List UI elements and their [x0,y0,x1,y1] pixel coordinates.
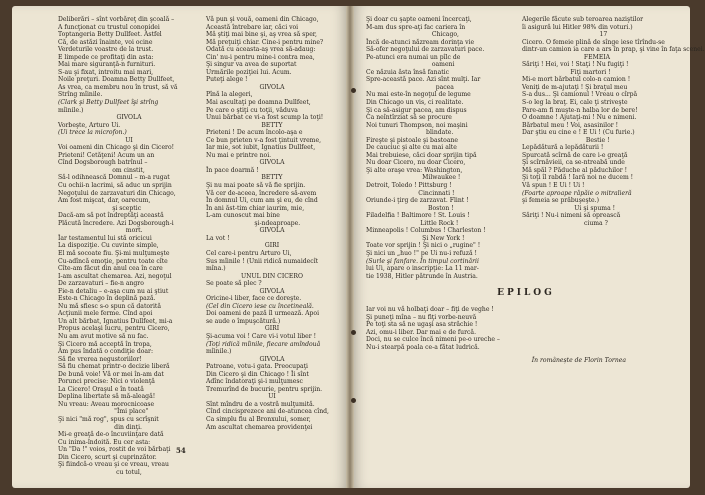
text-line: Fiţi martori ! [522,68,611,76]
text-line: Urmările poziţiei lui. Acum. [206,68,292,76]
speaker-name: BETTY [261,174,283,182]
text-line: De zarzavaturi – fie-n angro [58,280,144,288]
text-line: (Cel din Cicero iese cu încetineală. [206,302,314,310]
epilog-section [366,288,686,364]
text-line: Unui bărbat ce vi-a fost scump la toţi! [206,114,324,122]
text-line: Adînc îndatoraţi şi-i mulţumesc [206,378,303,386]
text-line: Detroit, Toledo ! Pittsburg ! [366,182,452,190]
text-line: cu totul, [58,468,142,476]
text-line: Mă preţuiţi chiar. Cine-i pentru mine? [206,38,324,46]
page-number: 54 [176,446,186,455]
text-line: Sînt mîndru de a vostră mulţumită. [206,400,315,408]
text-line: Mi-e mort bărbatul colo-n camion ! [522,76,631,84]
text-line: Este-n Chicago în deplină pază. [58,295,156,303]
text-line: (Foarte aproape răpăie o mitralieră [522,189,632,197]
text-line: Vă spun ! E Ui ! Ui ! [522,182,585,190]
text-line: Am ascultat chemarea providenţei [206,423,313,431]
text-line: Negoţului de zarzavaturi din Chicago, [58,189,176,197]
text-line: Şi nici "mă rog", spus cu scrîşnit [58,415,159,423]
speaker-name: GIVOLA [116,114,142,122]
text-line: Şi nu mai poate să vă fie sprijin. [206,182,306,190]
text-line: Propus acelaşi lucru, pentru Cicero, [58,325,170,333]
text-line: Pe care o ştiţi cu toţii, văduva [206,106,298,114]
text-line: Deplina libertate să mă-aleagă! [58,393,156,401]
text-line: Cin' nu-i pentru mine-i contra mea, [206,53,315,61]
text-line: Doi oameni de pază îl urmează. Apoi [206,310,320,318]
text-line: Vă pun şi vouă, oameni din Chicago, [206,16,319,23]
text-line: Cel care-i pentru Arturo Ui, [206,249,292,257]
text-line: În domnul Ui, cum am şi eu, de cînd [206,197,318,205]
speaker-name: UI [125,136,133,144]
speaker-name: BETTY [261,121,283,129]
text-line: As vrea, ca membru nou în trust, să vă [58,83,178,91]
text-line: Cu inima-îndoită. Eu cer asta: [58,438,151,446]
text-line: Dar ştiu eu cine e ! E Ui ! (Cu furie.) [522,129,635,137]
text-line: Pare-am fi muşte-n halba lor de bere! [522,106,638,114]
text-line: Şi singur va avea de suportat [206,61,297,69]
text-line: Să-l odihnească Domnul – m-a rugat [58,174,170,182]
text-line: Din Cicero şi din Chicago ! Îi sînt [206,370,309,378]
text-line: Îar testamentul lui stă oricicui [58,234,152,242]
translator-credit: În românește de Florin Tornea [531,357,626,365]
text-line: blindate. [366,129,454,137]
text-line: Se poate să plec ? [206,280,262,288]
text-line: De bună voie! Vă or mei în-am dat [58,370,164,378]
text-line: Cîte-am făcut din anul cea în care [58,265,163,273]
text-line: De cauciuc şi alte cu mai alte [366,144,457,152]
text-line: Să fie vrerea negustoriilor! [58,355,142,363]
text-line: Chicago, [366,31,459,39]
epilog-line: Şi puneţi mîna – nu fiţi vorbe-neuvă [366,313,477,321]
text-line: Ui şi spuma ! [522,204,616,212]
speaker-name: GIVOLA [259,227,285,235]
speaker-name: GIVOLA [259,159,285,167]
text-line: Că, de astăzi înainte, voi ocine [58,38,153,46]
text-line: Puteţi alege ! [206,76,248,84]
text-line: Încă de-atunci năzream dorinţa vie [366,38,475,46]
text-line: Patroane, votu-i gata. Preocupaţi [206,363,309,371]
text-line: Din Chicago un vis, ci realitate. [366,99,464,107]
epilog-line: Nu-i stearpă poala ce-a fătat ludrică. [366,343,480,351]
text-line: Cu ochii-n lacrimi, să aduc un sprijin [58,182,172,190]
text-line: Minneapolis ! Columbus ! Charleston ! [366,227,486,235]
text-line: Little Rock ! [366,219,459,227]
text-line: 17 [522,31,608,39]
text-line: Din Cicero, scurt şi cuprinzător. [58,453,157,461]
text-line: Tremurînd de bucurie, pentru sprijin. [206,385,323,393]
text-line: Cînd cincisprezece ani de-atuncea cînd, [206,408,329,416]
text-line: Veniţi de m-ajutaţi ! Şi braţul meu [522,83,628,91]
text-line: Nu vreau: Aveau morocnicoase [58,400,155,408]
epilog-verses [366,306,686,351]
text-line: Am fost mişcat, dar, oarecum, [58,197,151,205]
text-line: Şi toţi îl rabdă ! Iară noi ne ducem ! [522,174,634,182]
text-line: Sus mîinile ! (Unii ridică numaidecît [206,257,319,265]
text-line: Ca neîntîrziat să se procure [366,114,452,122]
text-line: Boston ! [366,204,454,212]
speaker-name: GIRI [264,242,280,250]
text-line: La Cicero! Oraşul e în toată [58,385,144,393]
text-line: Fireşte şi pistoale şi bastoane [366,136,459,144]
text-line: Toptangeria Betty Dullfeet. Astfel [58,31,162,39]
text-line: Noi tunuri Thompson, noi maşini [366,121,468,129]
text-line: Nu am avut motive să nu fac. [58,332,149,340]
text-line: Şi Cicero mă acceptă în tropa, [58,340,152,348]
text-line: oameni [366,61,455,69]
text-line: Ce năzuia ăsta însă fanatic [366,68,450,76]
left-page-column-1 [58,16,200,476]
text-line: şi sceptic [58,204,142,212]
text-line: Nu mai e printre noi. [206,151,272,159]
text-line: Săriţi ! Hei, voi ! Staţi ! Nu fugiţi ! [522,61,629,69]
epilog-line: Doci, nu se culce încă nimeni pe-o ureche – [366,336,500,344]
text-line: În pace doarmă ! [206,166,259,174]
text-line: Mai mare siguranţă-n furnituri. [58,61,156,69]
text-line: Prieteni! Cetăţeni! Acum un an [58,151,155,159]
text-line: Mai trebuiese, căci doar sprijin tipă [366,151,477,159]
text-line: Această întrebare iar, căci voi [206,23,299,31]
text-line: dintr-un camion ia care a ars în prap, şi vine în faţa scenei. [522,46,705,54]
text-line: Porunci precise: Nici o violenţă [58,378,155,386]
right-page-column-2 [522,16,705,227]
text-line: Iar mie, sot iubit, Ignatius Dullfeet, [206,144,316,152]
epilog-line: Iar voi nu vă holbaţi doar – fiţi de veghe ! [366,306,494,313]
book-gutter [346,6,354,488]
text-line: Pînă la alegeri, [206,91,253,99]
text-line: I-am ascultat chemarea. Azi, negoţul [58,272,172,280]
epilog-title: EPILOG [497,288,555,298]
text-line: Bărbatul meu ! Voi, asasinilor ! [522,121,619,129]
text-line: Un alt bărbat, Ignatius Dullfeet, mi-a [58,317,173,325]
text-line: La vot ! [206,234,230,242]
text-line: Nu doar Cicero, nu doar Cicero, [366,159,466,167]
text-line: din dinţi. [58,423,142,431]
text-line: Să fiu chemat printr-o decizie liberă [58,363,170,371]
text-line: se aude o împuşcătură.) [206,317,281,325]
text-line: Bestie ! [522,136,610,144]
text-line: Mă ştiţi mai bine şi, aş vrea să sper, [206,31,317,39]
text-line: Şi scîrnăvieii, ca se-ntreabă unde [522,159,625,167]
text-line: tie 1938, Hitler pătrunde în Austria. [366,272,478,280]
text-line: A funcţionat cu trustul conopidei [58,23,160,31]
text-line: S-au şi fixat, introitu mai mari, [58,68,154,76]
text-line: Un "Da !" voios, rostit de voi bărbaţi [58,446,171,454]
text-line: Filadelfia ! Baltimore ! St. Louis ! [366,212,470,220]
text-line: lui Ui, apare o inscripţie: La 11 mar- [366,265,479,273]
text-line: La dispoziţie. Cu cuvinte simple, [58,242,159,250]
text-line: şi-ndeaproape. [206,219,301,227]
text-line: Ce bun prieten v-a fost ţintuit vreme, [206,136,322,144]
text-line: Ca simplu fiu al Bronxului, somer, [206,415,311,423]
text-line: mîinile.) [58,106,84,114]
text-line: Am pus îndată o condiţie doar: [58,348,154,356]
text-line: Şi-acuma voi ! Care vi-i votul liber ! [206,332,317,340]
binding-hole [351,330,356,335]
text-line: Verdeturile voastre de la trust. [58,46,154,54]
text-line: Oriunde-i ţirg de zarzavat. Flint ! [366,197,469,205]
speaker-name: GIVOLA [259,355,285,363]
right-page-column-1 [366,16,516,280]
text-line: Pe-atunci era numai un pîlc de [366,53,461,61]
text-line: pacea [366,83,454,91]
text-line: Şi fiindcă-o vreau şi ce vreau, vreau [58,461,169,469]
text-line: Şi ca să-asigur pacea, am dispus [366,106,467,114]
text-line: El mă socoate fiu. Şi-mi mulţumeşte [58,249,170,257]
text-line: Prieteni ! De acum încolo-aşa e [206,129,303,137]
text-line: Vă cer de-aceea, încredere să-avem [206,189,317,197]
text-line: Oricine-i liber, face ce doreşte. [206,295,302,303]
text-line: Dacă-am să pot îndreptăţi această [58,212,164,220]
text-line: Cînd Dogsborough batrînul – [58,159,148,167]
text-line: Alegerile făcute sub teroarea naziştilor [522,16,644,23]
speaker-name: UI [268,393,276,401]
text-line: Mai ascultaţi pe doamna Dullfeet, [206,99,311,107]
epilog-line: Pe toţi sta să ne ugaşi asa străchie ! [366,321,478,329]
text-line: S-o leg la braţ. Ei, cale ţi striveşte [522,99,628,107]
text-line: Toate vor sprijin ! Şi nici o „rugine" ! [366,242,481,250]
text-line: O doamne ! Ajutaţi-mi ! Nu e nimeni. [522,114,637,122]
text-line: În ani ăst-tim chiar iaurim, mie, [206,204,305,212]
text-line: mîna.) [206,265,226,273]
speaker-name: GIRI [264,325,280,333]
text-line: (Surle şi fanfare. În timpul cortinării [366,257,479,265]
text-line: Şi New York ! [366,234,465,242]
text-line: Mă spăl ? Păduche al păduchilor ! [522,166,628,174]
text-line: Cu-adîncă emoţie, pentru toate cîte [58,257,168,265]
speaker-name: UNUL DIN CICERO [241,272,303,280]
text-line: Spurcată scîrnă de care i-e greaţă [522,151,628,159]
text-line: Fie-n detaliu – e-aşa cum nu ai ştiut [58,287,169,295]
text-line: Săriţi ! Nu-i nimeni să oprească [522,212,621,220]
text-line: L-am cunoscut mai bine [206,212,280,220]
text-line: (Ui trece la microfon.) [58,129,127,137]
speaker-name: FEMEIA [583,53,611,61]
text-line: Cicero. O femeie plină de sînge iese tîrîndu-se [522,38,665,46]
text-line: Noile preţuri. Doamna Betty Dullfeet, [58,76,175,84]
speaker-name: GIVOLA [259,83,285,91]
text-line: Acţiunii mele ferme. Cînd apoi [58,310,153,318]
epilog-line: Azi, omu-i liber. Dar mai e de furcă. [366,328,477,336]
text-line: Lepădătură a lepădăturii ! [522,144,604,152]
text-line: (Clark şi Betty Dullfeet îşi strîng [58,99,159,107]
text-line: Odată cu aceasta-aş vrea să-adaug: [206,46,316,54]
text-line: îi asigură lui Hitler 98% din voturi.) [522,23,633,31]
text-line: M-am dus spre-aţi fac cariera în [366,23,466,31]
text-line: Deliberări – sînt vorbăreţ din şcoală – [58,16,175,23]
text-line: şi femeia se prăbuşeşte.) [522,197,599,205]
text-line: Milwaukee ! [366,174,461,182]
text-line: mort. [58,227,143,235]
text-line: mîinile.) [206,348,232,356]
text-line: Plăcută încredere. Azi Dogsborough-i [58,219,174,227]
text-line: Nu mai este-în negoţul de legume [366,91,471,99]
text-line: Voi oameni din Chicago şi din Cicero! [58,144,175,152]
text-line: Cincinnati ! [366,189,455,197]
text-line: "Îmi place" [58,408,149,416]
text-line: E limpede ce profitaţi din asta: [58,53,154,61]
binding-hole [351,398,356,403]
text-line: S-a dus... Şi camionul ! Vreau o cîrpă [522,91,638,99]
text-line: Spre-această pace. Azi sînt mulţi. Iar [366,76,481,84]
text-line: ciuma ? [522,219,608,227]
text-line: Şi doar cu şapte oameni încercaţi, [366,16,472,23]
text-line: Şi nici un „huo !" pe Ui nu-i refuză ! [366,249,478,257]
speaker-name: GIVOLA [259,287,285,295]
text-line: Să-ofer negoţului de zarzavaturi pace. [366,46,485,54]
text-line: (Toţi ridică mîinile, fiecare amîndouă [206,340,321,348]
left-page-column-2 [206,16,338,431]
text-line: Şi alte oraşe vrea: Washington, [366,166,463,174]
binding-hole [351,88,356,93]
text-line: Mi-e greaţă de-o încuviinţare dată [58,431,164,439]
text-line: Nu mă sfiesc s-o spun că datorită [58,302,162,310]
text-line: om cinstit, [58,166,145,174]
text-line: Strîng mîinile. [58,91,103,99]
text-line: Vorbeşte, Arturo Ui. [58,121,121,129]
